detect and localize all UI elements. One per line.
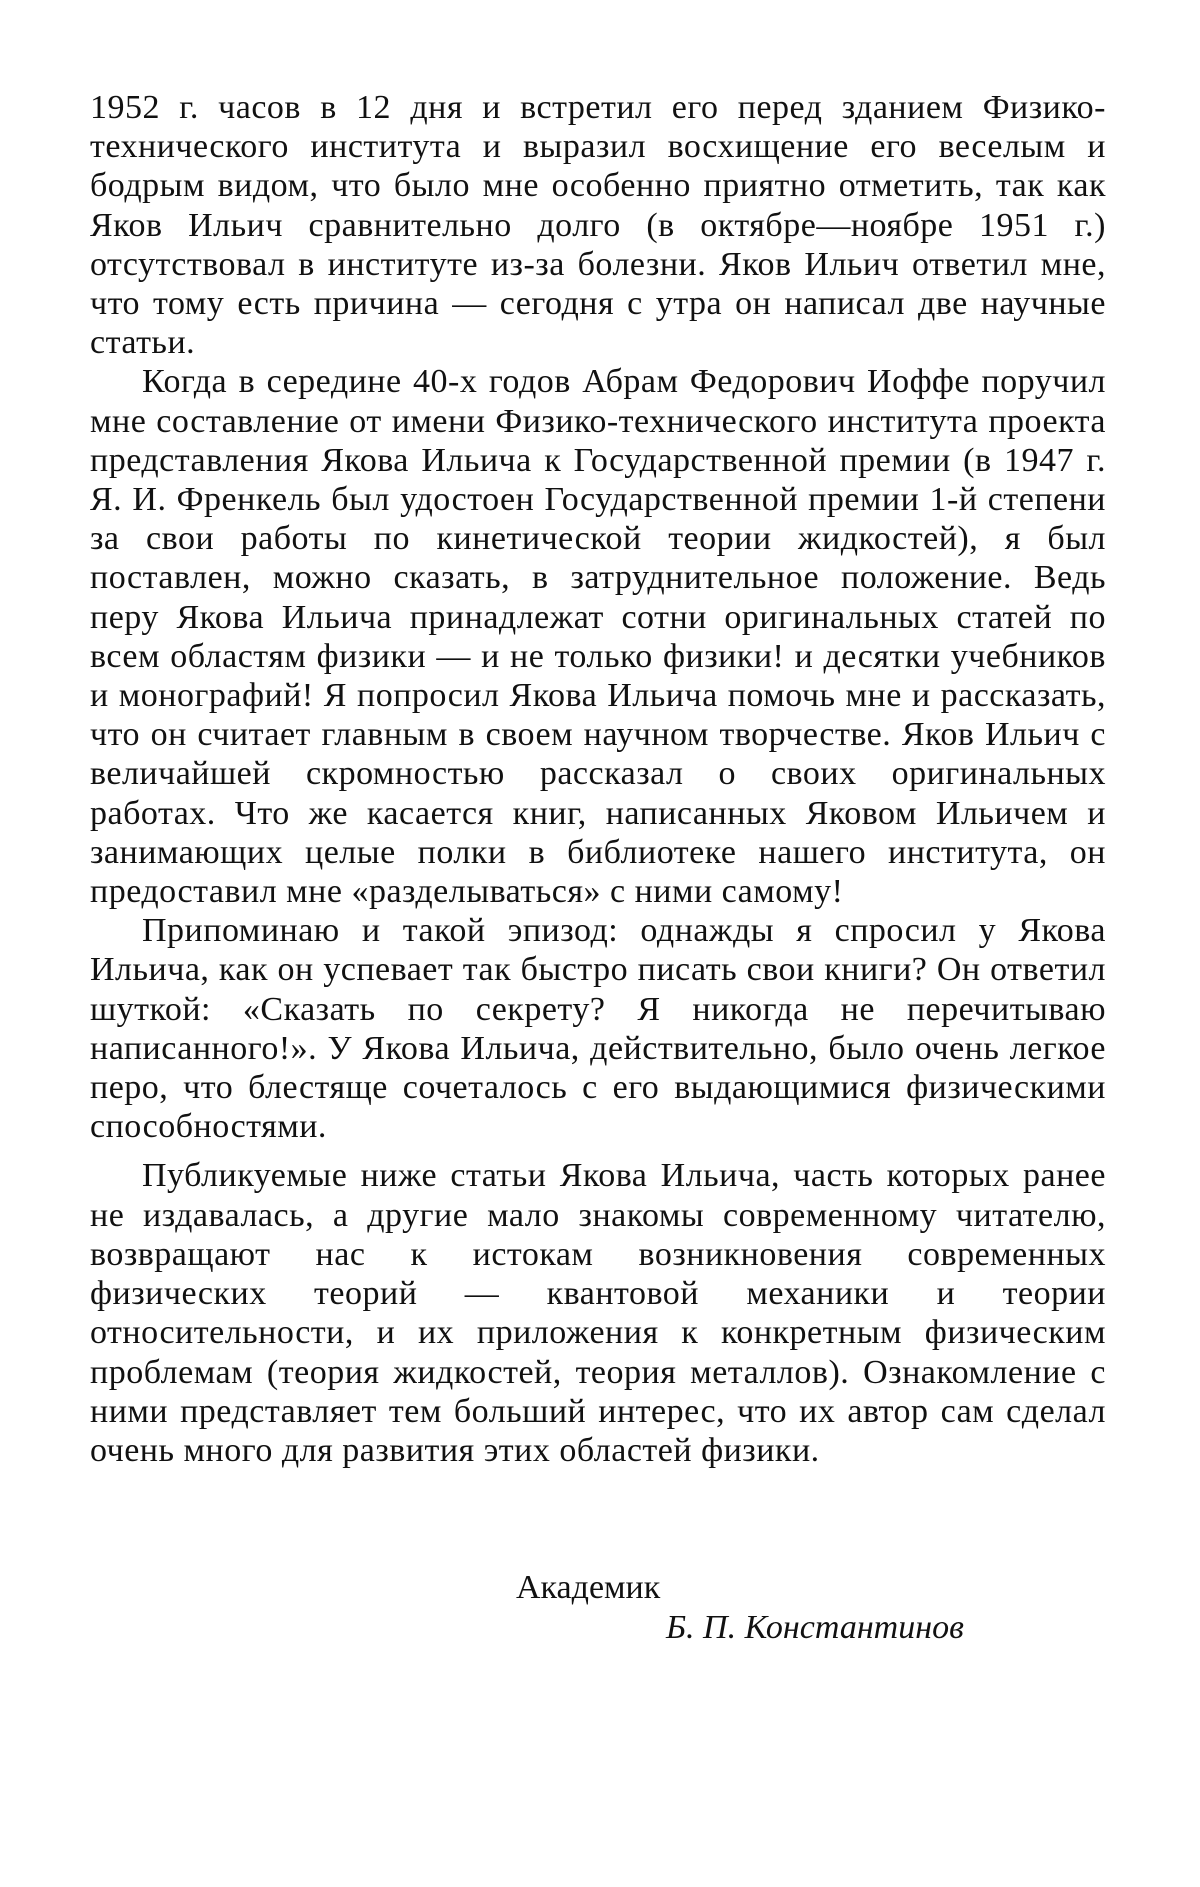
paragraph-3: Припоминаю и такой эпизод: однажды я спросил у Якова Ильича, как он успевает так быстро писать свои книги? Он ответил шуткой: «Сказать по секрету? Я никогда не перечитываю написанного!». У Якова Ильича, действительно, было очень легкое перо, что блестяще сочеталось с его выдающимися физическими способностями.	[90, 912, 1106, 1146]
paragraph-4: Публикуемые ниже статьи Якова Ильича, часть которых ранее не издавалась, а другие мало знакомы современному читателю, возвращают нас к истокам возникновения современных физических теорий — квантовой механики и теории относительности, и их приложения к конкретным физическим проблемам (теория жидкостей, теория металлов). Ознакомление с ними представляет тем больший интерес, что их автор сам сделал очень много для развития этих областей физики.	[90, 1157, 1106, 1469]
signature-title: Академик	[516, 1569, 661, 1606]
body-text	[90, 88, 1106, 1470]
paragraph-1: 1952 г. часов в 12 дня и встретил его перед зданием Физико-технического института и выразил восхищение его веселым и бодрым видом, что было мне особенно приятно отметить, так как Яков Ильич сравнительно долго (в октябре—ноябре 1951 г.) отсутствовал в институте из-за болезни. Яков Ильич ответил мне, что тому есть причина — сегодня с утра он написал две научные статьи.	[90, 89, 1106, 362]
paragraph-2: Когда в середине 40-х годов Абрам Федорович Иоффе поручил мне составление от имени Физико-технического института проекта представления Якова Ильича к Государственной премии (в 1947 г. Я. И. Френкель был удостоен Государственной премии 1-й степени за свои работы по кинетической теории жидкостей), я был поставлен, можно сказать, в затруднительное положение. Ведь перу Якова Ильича принадлежат сотни оригинальных статей по всем областям физики — и не только физики! и десятки учебников и монографий! Я попросил Якова Ильича помочь мне и рассказать, что он считает главным в своем научном творчестве. Яков Ильич с величайшей скромностью рассказал о своих оригинальных работах. Что же касается книг, написанных Яковом Ильичем и занимающих целые полки в библиотеке нашего института, он предоставил мне «разделываться» с ними самому!	[90, 363, 1106, 911]
signature-name: Б. П. Константинов	[666, 1609, 964, 1646]
